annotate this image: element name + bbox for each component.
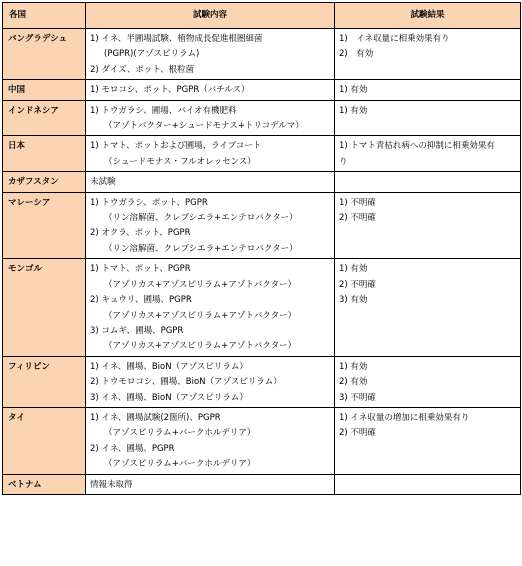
content-line: 1) トウガラシ、圃場、バイオ有機肥料 xyxy=(90,105,237,116)
table-row xyxy=(3,136,521,172)
content-cell xyxy=(86,80,335,100)
content-line: （アゾリカス+アゾスピリラム+アゾトバクター） xyxy=(104,279,297,290)
result-cell xyxy=(335,172,521,192)
table-row xyxy=(3,172,521,192)
content-line: 1) モロコシ、ポット、PGPR（バチルス） xyxy=(90,85,250,96)
content-line: (PGPR)(アゾスピリラム) xyxy=(104,49,200,60)
result-line xyxy=(339,309,516,324)
content-line: （アゾリカス+アゾスピリラム+アゾトバクター） xyxy=(104,310,297,321)
result-line xyxy=(339,339,516,354)
content-cell xyxy=(86,192,335,259)
result-line xyxy=(339,119,516,134)
content-cell xyxy=(86,259,335,356)
country-cell: バングラデシュ xyxy=(3,29,86,80)
content-line: 2) オクラ、ポット、PGPR xyxy=(90,228,191,239)
content-line: （リン溶解菌、クレブシエラ+エンテロバクター） xyxy=(104,213,298,224)
content-line: （リン溶解菌、クレブシエラ+エンテロバクター） xyxy=(104,243,298,254)
table-row xyxy=(3,356,521,407)
result-line: 1) イネ収量の増加に相乗効果有り xyxy=(339,412,470,423)
content-line: （シュードモナス・フルオレッセンス） xyxy=(104,156,256,167)
content-line: 2) キュウリ、圃場、PGPR xyxy=(90,295,192,306)
header-content: 試験内容 xyxy=(86,3,335,29)
country-cell: 日本 xyxy=(3,136,86,172)
result-line xyxy=(339,324,516,339)
content-line: （アゾトバクター+シュードモナス+トリコデルマ） xyxy=(104,121,304,132)
result-cell xyxy=(335,259,521,356)
content-line: 1) イネ、半圃場試験、植物成長促進根圏細菌 xyxy=(90,34,263,44)
table-row xyxy=(3,474,521,494)
content-cell xyxy=(86,29,335,80)
result-line xyxy=(339,226,516,241)
content-cell xyxy=(86,172,335,192)
result-line: 1) 有効 xyxy=(339,264,368,275)
country-cell: ベトナム xyxy=(3,474,86,494)
result-line: 2) 不明確 xyxy=(339,428,376,439)
table-row xyxy=(3,29,521,80)
content-line: 3) イネ、圃場、BioN（アゾスピリラム） xyxy=(90,392,248,403)
country-cell: フィリピン xyxy=(3,356,86,407)
header-country: 各国 xyxy=(3,3,86,29)
result-line xyxy=(339,175,516,190)
table-row xyxy=(3,259,521,356)
country-cell: 中国 xyxy=(3,80,86,100)
result-line: 1) 不明確 xyxy=(339,197,376,208)
result-line: 1) トマト青枯れ病への抑制に相乗効果有 xyxy=(339,141,495,152)
content-line: （アゾスピリラム+バークホルデリア） xyxy=(104,428,256,439)
result-line: 1) 有効 xyxy=(339,361,368,372)
header-row xyxy=(3,3,521,29)
content-line: （アゾリカス+アゾスピリラム+アゾトバクター） xyxy=(104,341,297,352)
result-line: 3) 有効 xyxy=(339,295,368,306)
results-table xyxy=(2,2,521,495)
table-row xyxy=(3,192,521,259)
result-cell xyxy=(335,80,521,100)
result-line xyxy=(339,63,516,78)
country-cell: カザフスタン xyxy=(3,172,86,192)
content-line: 3) コムギ、圃場、PGPR xyxy=(90,325,184,336)
result-line: 2) 不明確 xyxy=(339,279,376,290)
result-line: 2) 不明確 xyxy=(339,213,376,224)
result-cell xyxy=(335,474,521,494)
result-line: 2) 有効 xyxy=(339,49,374,60)
content-line: 1) イネ、圃場試験(2箇所)、PGPR xyxy=(90,412,221,423)
result-line: 2) 有効 xyxy=(339,377,368,388)
content-line: 未試験 xyxy=(90,177,116,188)
country-cell: インドネシア xyxy=(3,100,86,136)
country-cell: タイ xyxy=(3,407,86,474)
content-line: 1) トマト、ポット、PGPR xyxy=(90,264,191,275)
content-line: 1) トマト、ポットおよび圃場、ライブコート xyxy=(90,141,262,152)
content-cell xyxy=(86,356,335,407)
content-line: 情報未取得 xyxy=(90,479,133,490)
table-body xyxy=(3,29,521,495)
result-line: り xyxy=(339,156,348,167)
result-line xyxy=(339,457,516,472)
result-cell xyxy=(335,192,521,259)
result-cell xyxy=(335,29,521,80)
result-cell xyxy=(335,136,521,172)
content-cell xyxy=(86,474,335,494)
content-line: （アゾスピリラム+バークホルデリア） xyxy=(104,459,256,470)
result-line: 1) 有効 xyxy=(339,85,368,96)
header-result: 試験結果 xyxy=(335,3,521,29)
result-line: 1) イネ収量に相乗効果有り xyxy=(339,34,450,44)
table-row xyxy=(3,80,521,100)
content-cell xyxy=(86,100,335,136)
result-cell xyxy=(335,356,521,407)
content-line: 2) トウモロコシ、圃場、BioN（アゾスピリラム） xyxy=(90,377,282,388)
table-row xyxy=(3,100,521,136)
content-line: 1) イネ、圃場、BioN（アゾスピリラム） xyxy=(90,361,248,372)
result-line xyxy=(339,478,516,493)
result-cell xyxy=(335,100,521,136)
content-line: 2) イネ、圃場、PGPR xyxy=(90,443,175,454)
content-cell xyxy=(86,136,335,172)
result-line: 1) 有効 xyxy=(339,105,368,116)
result-line xyxy=(339,442,516,457)
result-line: 3) 不明確 xyxy=(339,392,376,403)
table-row xyxy=(3,407,521,474)
content-line: 1) トウガラシ、ポット、PGPR xyxy=(90,197,208,208)
content-line: 2) ダイズ、ポット、根粒菌 xyxy=(90,64,195,75)
country-cell: マレーシア xyxy=(3,192,86,259)
result-line xyxy=(339,242,516,257)
country-cell: モンゴル xyxy=(3,259,86,356)
result-cell xyxy=(335,407,521,474)
content-cell xyxy=(86,407,335,474)
